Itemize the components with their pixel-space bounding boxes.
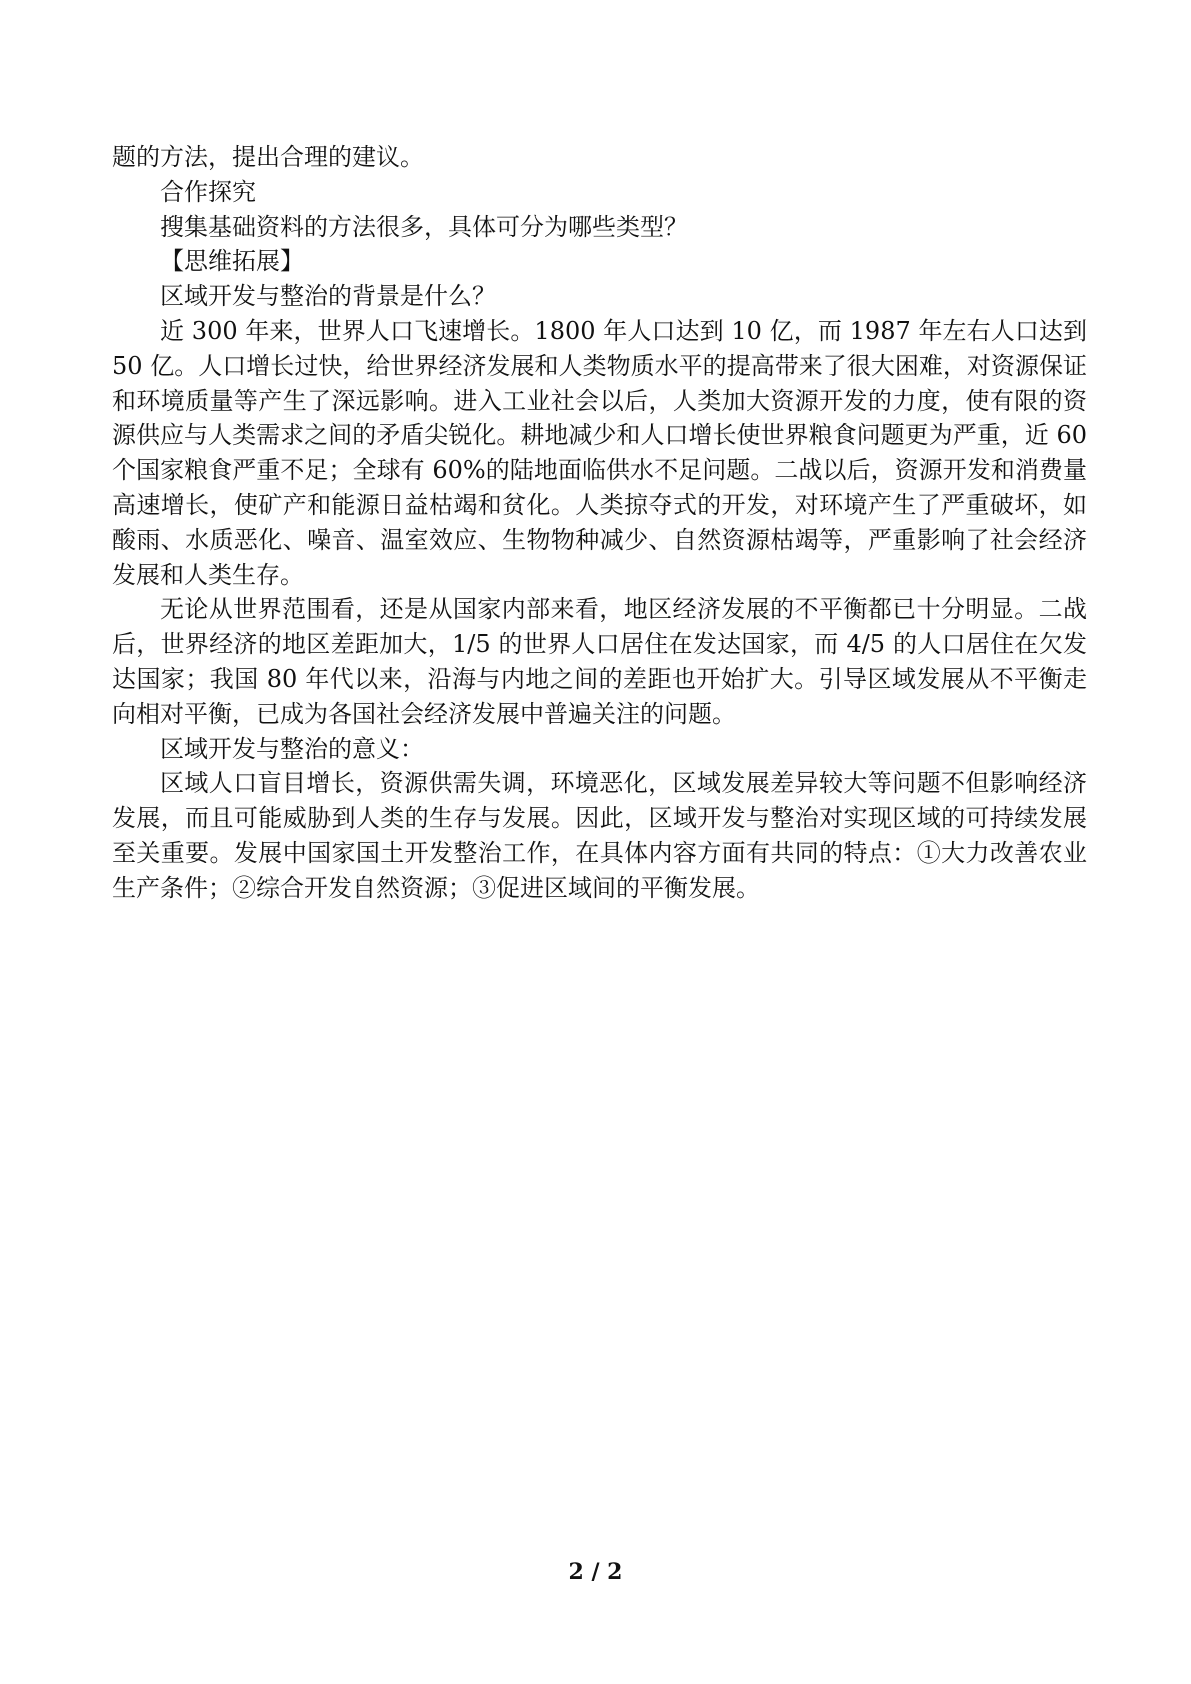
heading-thinking-extension: 【思维拓展】 [160, 247, 304, 276]
question-data-collection: 搜集基础资料的方法很多，具体可分为哪些类型？ [160, 212, 688, 241]
question-background: 区域开发与整治的背景是什么？ [160, 282, 496, 311]
heading-significance: 区域开发与整治的意义： [160, 734, 424, 763]
document-body [112, 140, 1087, 906]
paragraph-continuation: 题的方法，提出合理的建议。 [112, 143, 424, 171]
paragraph-regional-imbalance: 无论从世界范围看，还是从国家内部来看，地区经济发展的不平衡都已十分明显。二战后，世界经济的地区差距加大，1/5 的世界人口居住在发达国家，而 4/5 的人口居住在欠发达国家；我国 80 年代以来，沿海与内地之间的差距也开始扩大。引导区域发展从不平衡走向相对平衡，已成为各国社会经济发展中普遍关注的问题。 [112, 595, 1087, 728]
heading-cooperative-inquiry: 合作探究 [160, 177, 256, 206]
paragraph-significance: 区域人口盲目增长，资源供需失调，环境恶化，区域发展差异较大等问题不但影响经济发展，而且可能威胁到人类的生存与发展。因此，区域开发与整治对实现区域的可持续发展至关重要。发展中国家国土开发整治工作，在具体内容方面有共同的特点：①大力改善农业生产条件；②综合开发自然资源；③促进区域间的平衡发展。 [112, 769, 1087, 902]
paragraph-population-growth: 近 300 年来，世界人口飞速增长。1800 年人口达到 10 亿，而 1987 年左右人口达到 50 亿。人口增长过快，给世界经济发展和人类物质水平的提高带来了很大困难，对资源保证和环境质量等产生了深远影响。进入工业社会以后，人类加大资源开发的力度，使有限的资源供应与人类需求之间的矛盾尖锐化。耕地减少和人口增长使世界粮食问题更为严重，近 60 个国家粮食严重不足；全球有 60%的陆地面临供水不足问题。二战以后，资源开发和消费量高速增长，使矿产和能源日益枯竭和贫化。人类掠夺式的开发，对环境产生了严重破坏，如酸雨、水质恶化、噪音、温室效应、生物物种减少、自然资源枯竭等，严重影响了社会经济发展和人类生存。 [112, 316, 1087, 589]
page-number: 2 / 2 [568, 1559, 623, 1585]
